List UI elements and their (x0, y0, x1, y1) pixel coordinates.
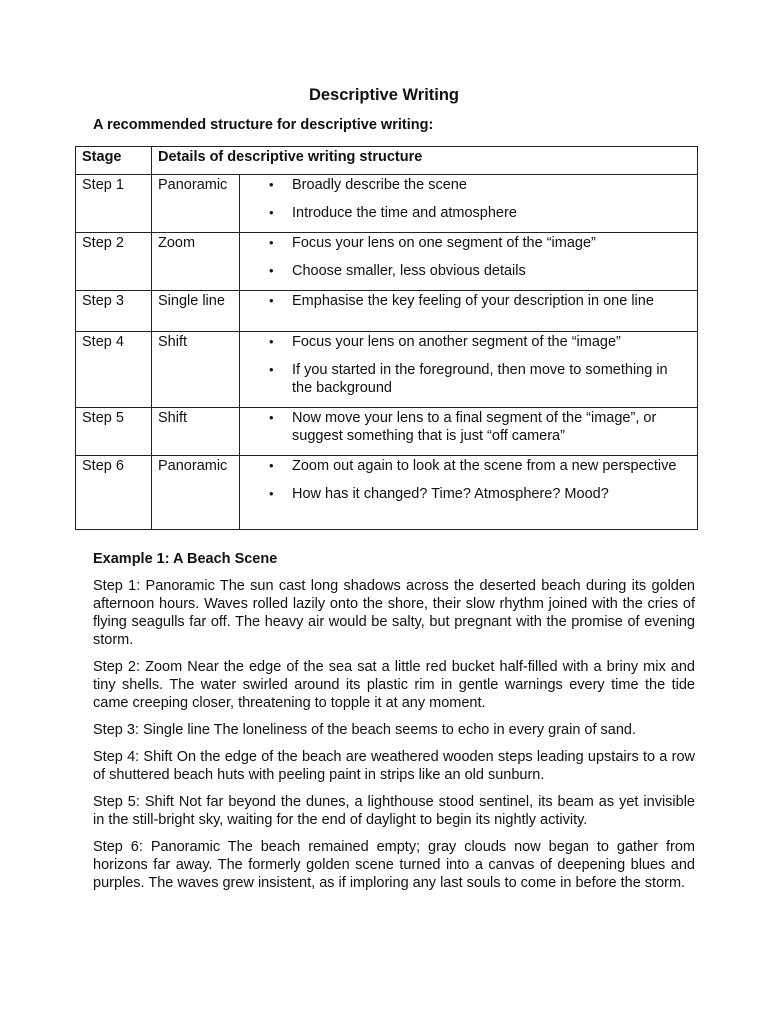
details-cell (240, 233, 698, 291)
table-row (76, 233, 698, 291)
example-paragraph: Step 6: Panoramic The beach remained empty; gray clouds now began to gather from horizons far away. The formerly golden scene turned into a canvas of deepening blues and purples. The waves grew insistent, as if imploring any last souls to come in before the storm. (93, 839, 695, 891)
stage-name-cell: Zoom (152, 233, 240, 291)
details-cell (240, 332, 698, 408)
table-row (76, 456, 698, 530)
details-cell (240, 456, 698, 530)
details-cell (240, 408, 698, 456)
document-subtitle: A recommended structure for descriptive writing: (93, 117, 434, 133)
details-cell (240, 175, 698, 233)
details-bullet: • Choose smaller, less obvious details (240, 262, 691, 280)
details-bullet: • Focus your lens on one segment of the “image” (240, 234, 691, 252)
document-title: Descriptive Writing (308, 86, 460, 104)
stage-cell: Step 1 (76, 175, 152, 233)
header-stage: Stage (76, 147, 152, 175)
table-row (76, 291, 698, 332)
example-paragraph: Step 3: Single line The loneliness of the beach seems to echo in every grain of sand. (93, 722, 637, 738)
stage-name-cell: Panoramic (152, 456, 240, 530)
example-paragraph: Step 4: Shift On the edge of the beach are weathered wooden steps leading upstairs to a row of shuttered beach huts with peeling paint in strips like an old sunburn. (93, 749, 695, 783)
details-bullet: • Now move your lens to a final segment of the “image”, or suggest something that is just “off camera” (240, 409, 691, 445)
details-bullet: • If you started in the foreground, then move to something in the background (240, 361, 691, 397)
details-bullet: • Focus your lens on another segment of the “image” (240, 333, 691, 351)
example-paragraph: Step 2: Zoom Near the edge of the sea sat a little red bucket half-filled with a briny mix and tiny shells. The water swirled around its plastic rim in gentle warnings every time the tide came creeping closer, threatening to topple it at any moment. (93, 659, 695, 711)
details-bullet: • Introduce the time and atmosphere (240, 204, 691, 222)
details-bullet: • Broadly describe the scene (240, 176, 691, 194)
stage-name-cell: Panoramic (152, 175, 240, 233)
stage-cell: Step 3 (76, 291, 152, 332)
stage-name-cell: Shift (152, 408, 240, 456)
stage-cell: Step 6 (76, 456, 152, 530)
example-heading: Example 1: A Beach Scene (93, 551, 278, 567)
stage-cell: Step 2 (76, 233, 152, 291)
details-bullet: • Zoom out again to look at the scene from a new perspective (240, 457, 691, 475)
example-section (93, 550, 695, 901)
details-bullet: • How has it changed? Time? Atmosphere? Mood? (240, 485, 691, 503)
stage-cell: Step 4 (76, 332, 152, 408)
table-header-row (76, 147, 698, 175)
table-row (76, 408, 698, 456)
table-row (76, 175, 698, 233)
table-row (76, 332, 698, 408)
details-cell (240, 291, 698, 332)
stage-name-cell: Single line (152, 291, 240, 332)
example-paragraph: Step 1: Panoramic The sun cast long shadows across the deserted beach during its golden afternoon hours. Waves rolled lazily onto the shore, their slow rhythm joined with the cries of flying seagulls far off. The heavy air would be salty, but pregnant with the promise of evening storm. (93, 578, 695, 648)
structure-table (75, 146, 698, 530)
header-details: Details of descriptive writing structure (152, 147, 698, 175)
example-paragraph: Step 5: Shift Not far beyond the dunes, a lighthouse stood sentinel, its beam as yet invisible in the still-bright sky, waiting for the end of daylight to begin its nightly activity. (93, 794, 695, 828)
stage-name-cell: Shift (152, 332, 240, 408)
stage-cell: Step 5 (76, 408, 152, 456)
details-bullet: • Emphasise the key feeling of your description in one line (240, 292, 691, 310)
